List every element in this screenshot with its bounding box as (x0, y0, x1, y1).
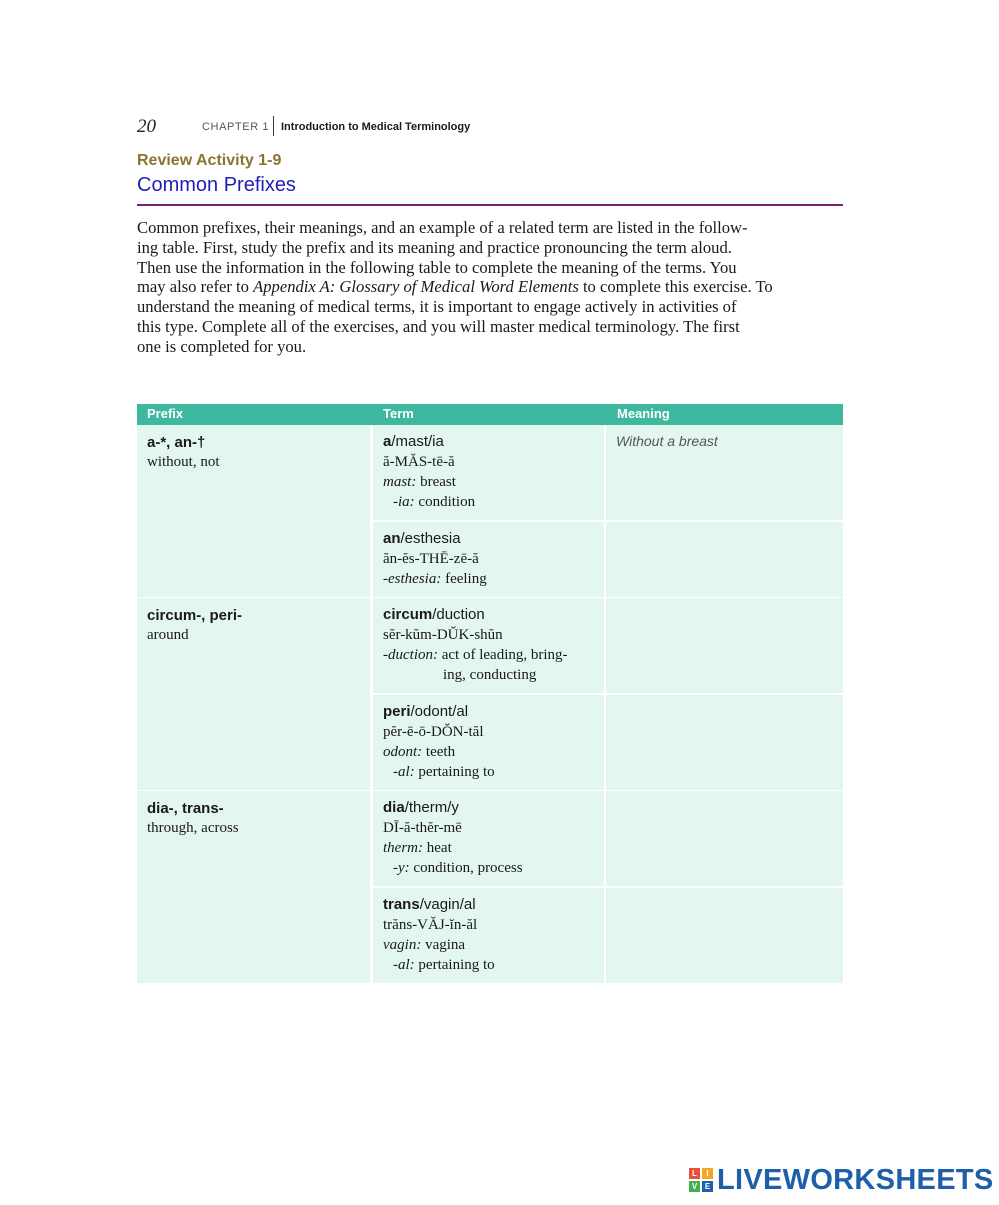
header-meaning: Meaning (617, 406, 670, 421)
word-part-label: odont: (383, 744, 423, 760)
word-part (383, 955, 594, 975)
term-remainder: /duction (432, 606, 485, 623)
word-part-label: therm: (383, 840, 423, 856)
word-part (383, 492, 594, 512)
word-part-label: -y: (393, 860, 410, 876)
pronunciation: ăn-ĕs-THĒ-zē-ă (383, 551, 479, 567)
prefix-group (137, 791, 843, 984)
prefix-meaning: without, not (147, 454, 220, 470)
prefix-name: dia-, trans- (147, 800, 224, 817)
prefix-name: circum-, peri- (147, 607, 243, 624)
activity-label: Review Activity 1-9 (137, 152, 282, 169)
prefix-name: a-*, an-† (147, 434, 206, 451)
logo-mark-letter: L (689, 1168, 700, 1179)
term-row (373, 520, 843, 597)
term-row (373, 598, 843, 693)
term-cell (373, 888, 604, 983)
word-part-continuation: ing, conducting (443, 667, 537, 683)
logo-text: LIVEWORKSHEETS (717, 1163, 994, 1196)
term-prefix: dia (383, 799, 405, 816)
term-cell (373, 695, 604, 790)
title-rule (137, 204, 843, 206)
term-prefix: a (383, 433, 392, 450)
term-word (383, 605, 594, 625)
prefix-meaning: around (147, 627, 189, 643)
word-part-label: -ia: (393, 494, 415, 510)
meaning-answer[interactable] (606, 598, 843, 693)
word-part-label: -duction: (383, 647, 438, 663)
word-part-meaning: heat (423, 840, 452, 856)
term-row (373, 425, 843, 520)
term-remainder: /therm/y (404, 799, 459, 816)
prefix-cell (137, 791, 370, 983)
term-cell (373, 425, 604, 520)
logo-mark-letter: E (702, 1181, 713, 1192)
term-word (383, 702, 594, 722)
term-word (383, 432, 594, 452)
term-word (383, 895, 594, 915)
prefix-table (137, 404, 843, 984)
pronunciation: trăns-VĂJ-ĭn-ăl (383, 917, 478, 933)
word-part-label: -al: (393, 957, 415, 973)
prefix-group (137, 425, 843, 598)
meaning-answer[interactable]: Without a breast (606, 425, 843, 520)
term-prefix: circum (383, 606, 433, 623)
term-row (373, 791, 843, 886)
intro-paragraph (137, 218, 837, 357)
word-part-meaning: breast (416, 474, 456, 490)
word-part (383, 762, 594, 782)
intro-text: may also refer to (137, 277, 254, 297)
meaning-answer[interactable] (606, 695, 843, 790)
word-part-label: -al: (393, 764, 415, 780)
intro-line: one is completed for you. (137, 336, 307, 356)
word-part-meaning: pertaining to (414, 764, 495, 780)
running-header (137, 116, 843, 136)
word-part (383, 838, 594, 858)
term-remainder: /esthesia (400, 530, 461, 547)
word-part (383, 645, 594, 665)
word-part-meaning: vagina (421, 937, 466, 953)
header-term: Term (383, 406, 414, 421)
term-remainder: /odont/al (410, 703, 469, 720)
pronunciation: pĕr-ē-ō-DŎN-tăl (383, 724, 484, 740)
term-cell (373, 522, 604, 597)
word-part-meaning: teeth (422, 744, 456, 760)
term-word (383, 529, 594, 549)
word-part (383, 472, 594, 492)
chapter-label: CHAPTER 1 (202, 121, 270, 133)
intro-line (137, 277, 837, 297)
section-title: Common Prefixes (137, 174, 296, 196)
intro-line: Then use the information in the following table to complete the meaning of the terms. You (137, 257, 737, 277)
word-part (383, 935, 594, 955)
word-part-meaning: pertaining to (414, 957, 495, 973)
logo-mark-letter: I (702, 1168, 713, 1179)
pronunciation: ă-MĂS-tē-ă (383, 454, 455, 470)
term-word (383, 798, 594, 818)
term-remainder: /mast/ia (391, 433, 444, 450)
word-part-label: mast: (383, 474, 417, 490)
word-part-meaning: condition (414, 494, 476, 510)
liveworksheets-logo-icon (689, 1168, 713, 1192)
term-cell (373, 598, 604, 693)
pronunciation: sĕr-kŭm-DŬK-shŭn (383, 627, 503, 643)
word-part-meaning: act of leading, bring- (437, 647, 568, 663)
word-part (383, 858, 594, 878)
pronunciation: DĪ-ă-thĕr-mē (383, 820, 462, 836)
prefix-group (137, 598, 843, 791)
meaning-answer[interactable] (606, 791, 843, 886)
word-part (383, 569, 594, 589)
intro-line: ing table. First, study the prefix and its meaning and practice pronouncing the term aloud. (137, 237, 732, 257)
word-part-meaning: condition, process (409, 860, 523, 876)
term-row (373, 886, 843, 983)
logo-mark-letter: V (689, 1181, 700, 1192)
page-number: 20 (137, 116, 156, 137)
term-prefix: peri (383, 703, 411, 720)
intro-line: this type. Complete all of the exercises, and you will master medical terminology. The first (137, 316, 740, 336)
chapter-divider (273, 116, 274, 136)
appendix-reference: Appendix A: Glossary of Medical Word Elements (253, 277, 579, 297)
meaning-answer[interactable] (606, 522, 843, 597)
term-remainder: /vagin/al (419, 896, 476, 913)
liveworksheets-logo (689, 1163, 994, 1197)
word-part-label: vagin: (383, 937, 422, 953)
word-part-meaning: feeling (441, 571, 487, 587)
word-part (383, 742, 594, 762)
prefix-cell (137, 598, 370, 790)
table-header (137, 404, 843, 425)
prefix-cell (137, 425, 370, 597)
word-part-label: -esthesia: (383, 571, 442, 587)
term-row (373, 693, 843, 790)
term-prefix: an (383, 530, 401, 547)
chapter-title: Introduction to Medical Terminology (281, 121, 471, 133)
term-prefix: trans (383, 896, 420, 913)
intro-line: Common prefixes, their meanings, and an example of a related term are listed in the follow- (137, 218, 748, 237)
term-cell (373, 791, 604, 886)
prefix-meaning: through, across (147, 820, 239, 836)
meaning-answer[interactable] (606, 888, 843, 983)
intro-line: understand the meaning of medical terms, it is important to engage actively in activities of (137, 297, 737, 317)
header-prefix: Prefix (147, 406, 184, 421)
intro-text: to complete this exercise. To (578, 277, 773, 297)
